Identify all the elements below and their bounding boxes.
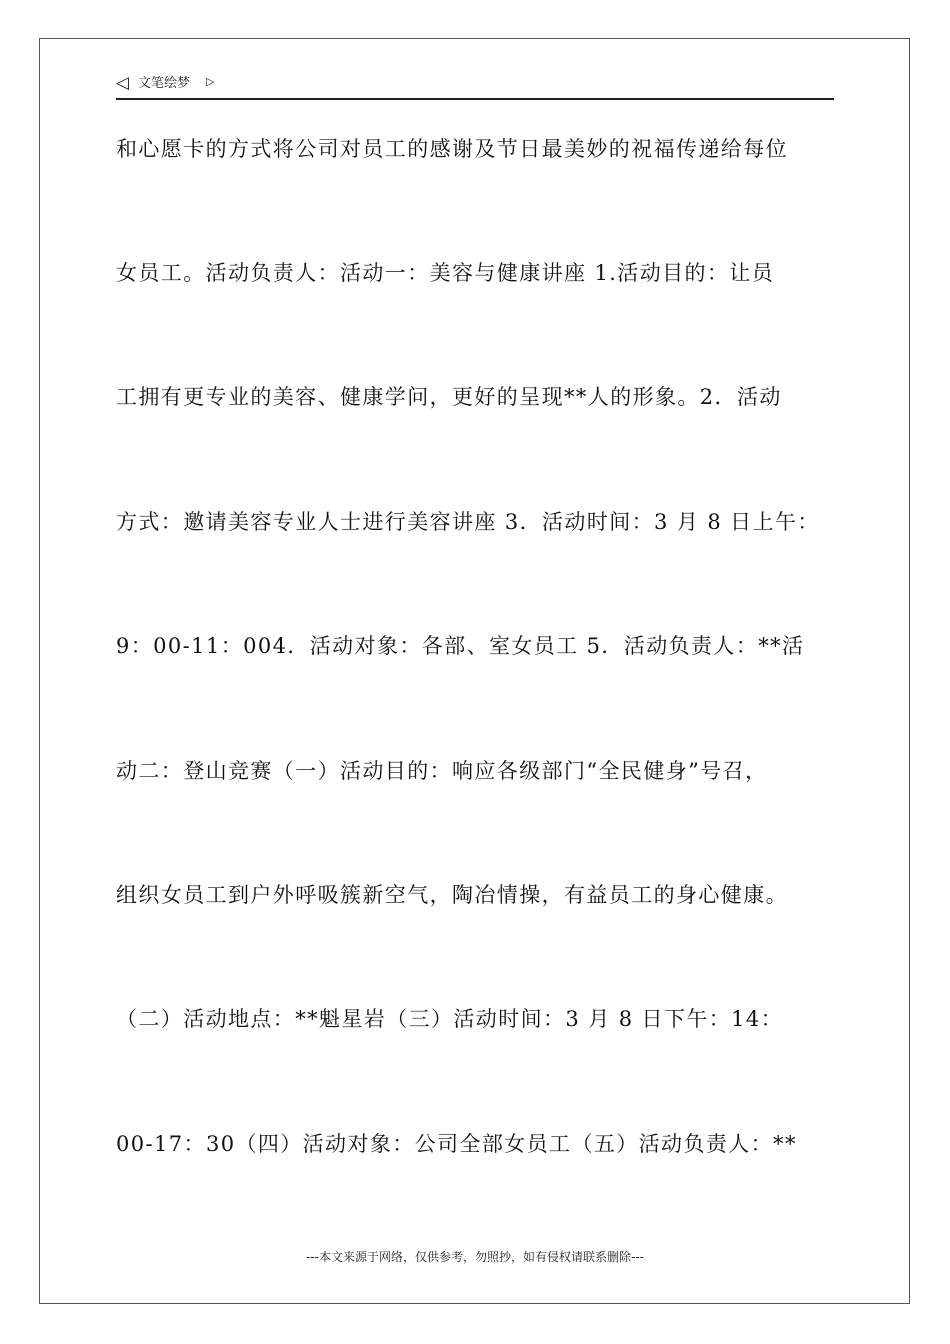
body-line: 动二：登山竞赛（一）活动目的：响应各级部门“全民健身”号召，	[116, 759, 768, 783]
footer-disclaimer: ---本文来源于网络，仅供参考，勿照抄，如有侵权请联系删除---	[306, 1250, 644, 1264]
triangle-left-icon: ◁	[116, 73, 130, 93]
body-line: 和心愿卡的方式将公司对员工的感谢及节日最美妙的祝福传递给每位	[116, 137, 788, 161]
body-line: 9：00-11：004．活动对象：各部、室女员工 5．活动负责人：**活	[116, 634, 805, 658]
body-line: 女员工。活动负责人：活动一：美容与健康讲座 1.活动目的：让员	[116, 261, 775, 285]
body-line: 工拥有更专业的美容、健康学问，更好的呈现**人的形象。2．活动	[116, 385, 782, 409]
header-brand: 文笔绘梦	[138, 76, 191, 91]
body-line: 组织女员工到户外呼吸簇新空气，陶冶情操，有益员工的身心健康。	[116, 883, 788, 907]
page-header	[116, 72, 834, 100]
triangle-right-icon: ▷	[206, 75, 215, 88]
body-line: （二）活动地点：**魁星岩（三）活动时间：3 月 8 日下午：14：	[116, 1007, 784, 1031]
body-line: 00-17：30（四）活动对象：公司全部女员工（五）活动负责人：**	[116, 1132, 797, 1156]
page-frame	[39, 38, 910, 1304]
body-line: 方式：邀请美容专业人士进行美容讲座 3．活动时间：3 月 8 日上午：	[116, 510, 820, 534]
